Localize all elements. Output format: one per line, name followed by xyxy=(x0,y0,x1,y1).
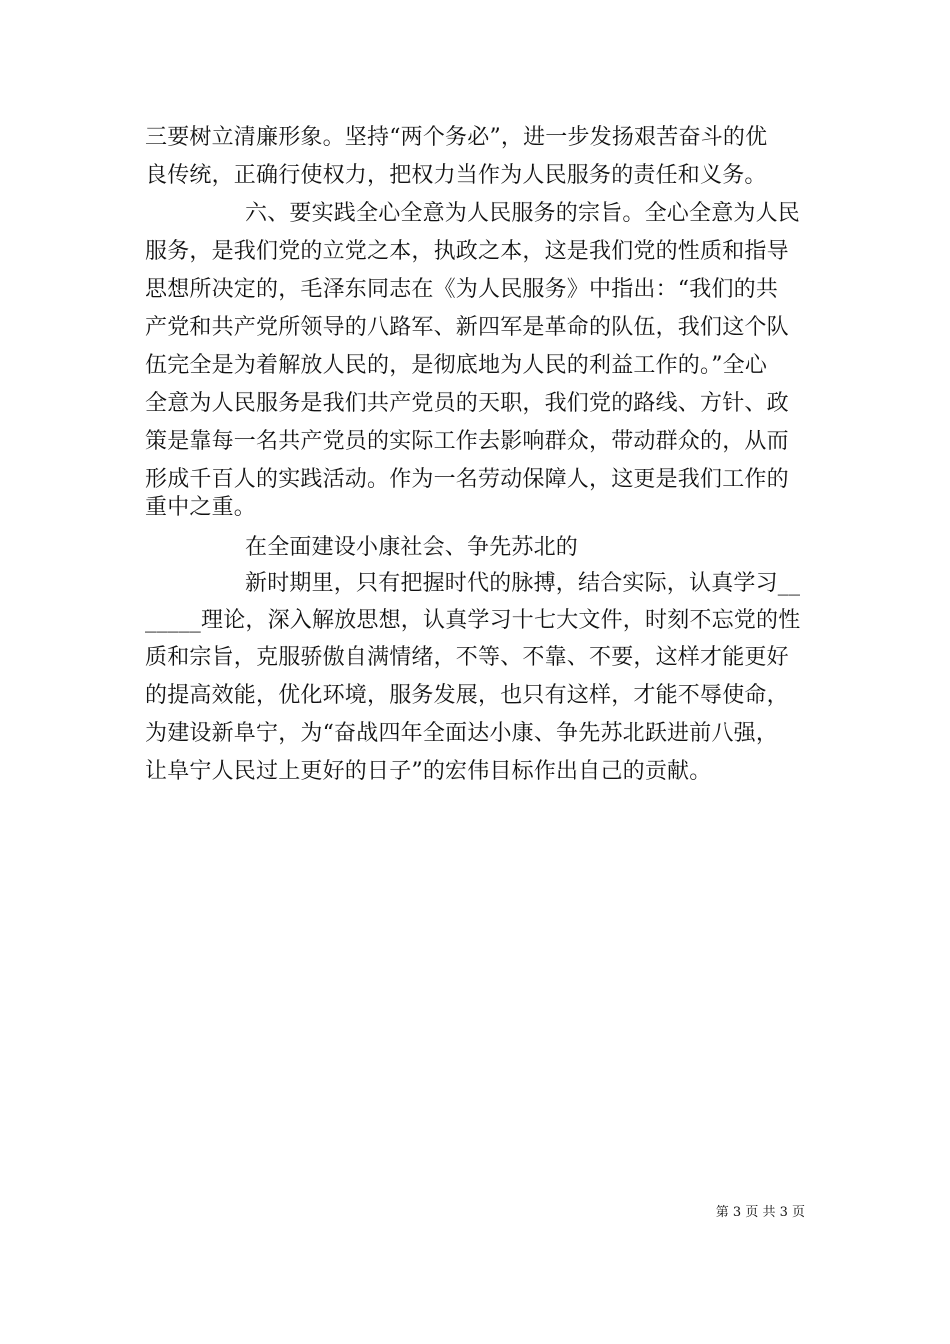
text-line: 重中之重。 xyxy=(145,495,257,520)
text-line: _____理论，深入解放思想，认真学习十七大文件，时刻不忘党的性 xyxy=(145,608,801,633)
text-line: 为建设新阜宁，为“奋战四年全面达小康、争先苏北跃进前八强， xyxy=(145,721,779,746)
text-line: 在全面建设小康社会、争先苏北的 xyxy=(245,535,579,560)
text-line: 的提高效能，优化环境，服务发展，也只有这样，才能不辱使命， xyxy=(145,683,789,708)
text-line: 服务，是我们党的立党之本，执政之本，这是我们党的性质和指导 xyxy=(145,239,789,264)
text-line: 三要树立清廉形象。坚持“两个务必”，进一步发扬艰苦奋斗的优 xyxy=(145,125,768,150)
text-line: 新时期里，只有把握时代的脉搏，结合实际，认真学习__ xyxy=(245,571,801,596)
text-line: 思想所决定的，毛泽东同志在《为人民服务》中指出：“我们的共 xyxy=(145,277,779,302)
text-line: 质和宗旨，克服骄傲自满情绪，不等、不靠、不要，这样才能更好 xyxy=(145,645,789,670)
text-line: 让阜宁人民过上更好的日子”的宏伟目标作出自己的贡献。 xyxy=(145,759,712,784)
text-line: 策是靠每一名共产党员的实际工作去影响群众，带动群众的，从而 xyxy=(145,429,789,454)
section-heading-line: 六、要实践全心全意为人民服务的宗旨。全心全意为人民 xyxy=(245,201,801,226)
text-line: 良传统，正确行使权力，把权力当作为人民服务的责任和义务。 xyxy=(145,163,767,188)
text-line: 产党和共产党所领导的八路军、新四军是革命的队伍，我们这个队 xyxy=(145,315,789,340)
text-line: 伍完全是为着解放人民的，是彻底地为人民的利益工作的。”全心 xyxy=(145,353,768,378)
text-line: 全意为人民服务是我们共产党员的天职，我们党的路线、方针、政 xyxy=(145,391,789,416)
page-number-footer: 第 3 页 共 3 页 xyxy=(715,1205,805,1220)
text-line: 形成千百人的实践活动。作为一名劳动保障人，这更是我们工作的 xyxy=(145,467,789,492)
